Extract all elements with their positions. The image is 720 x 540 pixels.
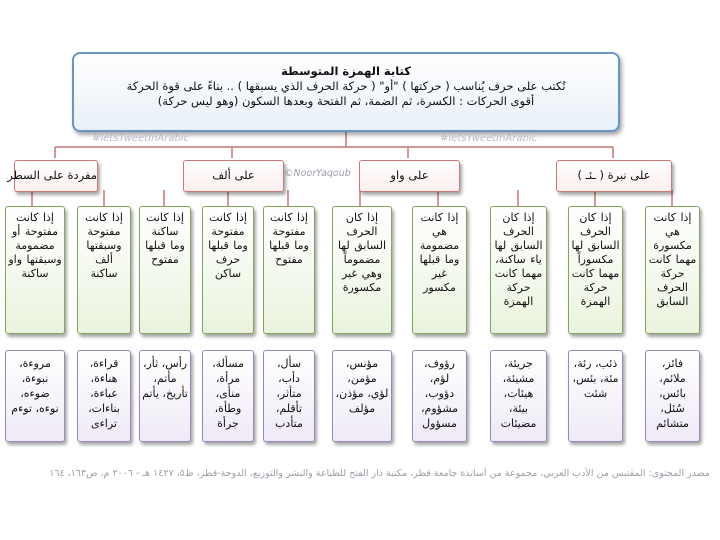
main-rule-line-2: أقوى الحركات : الكسرة، ثم الضمة، ثم الفتحة وبعدها السكون (وهو ليس حركة) [157, 94, 535, 108]
example-box-4: رؤوف، لؤم، دؤوب، مشؤوم، مسؤول [412, 350, 467, 442]
condition-box-7: إذا كانت مفتوحة وما قبلها حرف ساكن [202, 206, 254, 334]
condition-box-2: إذا كان الحرف السابق لها مكسوراً مهما كانت حركة الهمزة [568, 206, 623, 334]
source-citation: مصدر المحتوى: المقتبس من الأدب العربي، مجموعة من أساتذة جامعة قطر، مكتبة دار الفتح للطباعة والنشر والتوزيع، الدوحة-قطر، ط٥، ١٤٢٧ هـ - ٢٠٠٦ م، ص١٦٣، ١٦٤ [49, 468, 710, 479]
example-box-6: سأل، دأب، متأثر، تأقلم، متأدب [263, 350, 315, 442]
main-rule-box [72, 52, 620, 132]
category-on-alif: على ألف [183, 160, 284, 192]
watermark: ©NoorYaqoub [284, 168, 351, 179]
condition-box-4: إذا كانت هي مضمومة وما قبلها غير مكسور [412, 206, 467, 334]
condition-box-6: إذا كانت مفتوحة وما قبلها مفتوح [263, 206, 315, 334]
example-box-9: قراءة، هناءة، عباءة، بناءات، تراءى [77, 350, 131, 442]
example-box-7: مسألة، مرأة، منأى، وطأة، جرأة [202, 350, 254, 442]
category-on-line: مفردة على السطر [14, 160, 98, 192]
example-box-1: فائز، ملائم، بائس، سُئل، متشائم [645, 350, 700, 442]
example-box-3: جريئة، مشيئة، هيئات، بيئة، مضيئات [490, 350, 547, 442]
condition-box-8: إذا كانت ساكنة وما قبلها مفتوح [139, 206, 191, 334]
condition-box-1: إذا كانت هي مكسورة مهما كانت حركة الحرف السابق [645, 206, 700, 334]
hashtag-right: #letsTweetInArabic [440, 133, 538, 144]
example-box-10: مروءة، نبوءة، ضوءه، نوءه، توءم [5, 350, 65, 442]
condition-box-3: إذا كان الحرف السابق لها ياء ساكنة، مهما كانت حركة الهمزة [490, 206, 547, 334]
hashtag-left: #letsTweetInArabic [92, 133, 190, 144]
example-box-2: ذئب، رئة، مئة، بئس، شئت [568, 350, 623, 442]
example-box-8: رأس، ثأر، مأتم، تأريخ، يأتم [139, 350, 191, 442]
condition-box-5: إذا كان الحرف السابق لها مضموماً وهي غير مكسورة [332, 206, 392, 334]
main-title: كتابة الهمزة المتوسطة [281, 64, 411, 78]
condition-box-10: إذا كانت مفتوحة أو مضمومة وسبقتها واو ساكنة [5, 206, 65, 334]
main-rule-line-1: تُكتب على حرف يُناسب ( حركتها ) "أو" ( حركة الحرف الذي يسبقها ) .. بناءً على قوة الحركة [126, 79, 566, 93]
example-box-5: مؤنس، مؤمن، لؤي، مؤذن، مؤلف [332, 350, 392, 442]
condition-box-9: إذا كانت مفتوحة وسبقتها ألف ساكنة [77, 206, 131, 334]
category-on-waw: على واو [359, 160, 460, 192]
category-on-nabra: على نبرة ( ـئـ ) [556, 160, 672, 192]
